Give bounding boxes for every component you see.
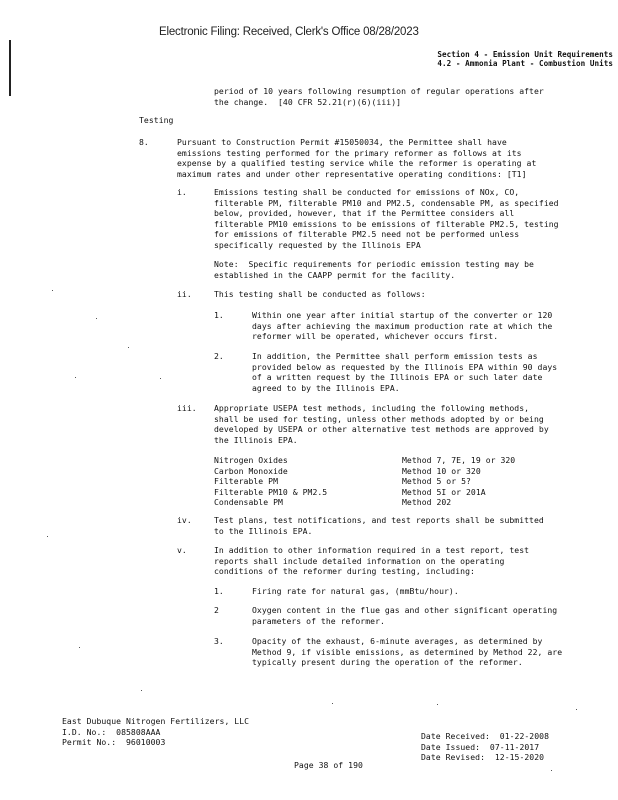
item-v-sub3-text — [252, 636, 562, 668]
item-ii-sub1-number: 1. — [214, 310, 224, 320]
footer-id: I.D. No.: 085808AAA — [62, 726, 161, 737]
section-header-line1: Section 4 - Emission Unit Requirements — [437, 50, 613, 59]
method-row — [214, 487, 574, 498]
method-name: Method 5 or 5? — [402, 476, 471, 486]
scan-speck — [75, 377, 76, 378]
item-v-sub3-number: 3. — [214, 636, 224, 646]
footer-facility — [62, 716, 249, 748]
text-line: filterable PM, filterable PM10 and PM2.5, condensable PM, as specified — [214, 197, 559, 208]
text-line: In addition to other information required in a test report, test — [214, 545, 530, 555]
text-line: the Illinois EPA. — [214, 434, 298, 445]
text-line: Within one year after initial startup of the converter or 120 — [252, 310, 553, 320]
method-pollutant: Nitrogen Oxides — [214, 455, 288, 465]
testing-heading: Testing — [139, 115, 174, 125]
item-iv-text — [214, 515, 544, 536]
method-pollutant: Filterable PM10 & PM2.5 — [214, 486, 328, 497]
text-line: In addition, the Permittee shall perform emission tests as — [252, 351, 538, 361]
text-line: filterable PM10 emissions to be emissions of filterable PM2.5, testing — [214, 218, 559, 229]
text-line: days after achieving the maximum production rate at which the — [252, 320, 553, 331]
method-row — [214, 476, 574, 487]
item-v-sub2-number: 2 — [214, 605, 219, 615]
item-ii-number: ii. — [177, 289, 192, 299]
scan-speck — [332, 703, 333, 704]
item-iii-number: iii. — [177, 403, 197, 413]
text-line: to the Illinois EPA. — [214, 525, 313, 536]
text-line: typically present during the operation of the reformer. — [252, 657, 523, 667]
item-i-text — [214, 187, 559, 250]
text-line: developed by USEPA or other alternative test methods are approved by — [214, 424, 549, 434]
text-line: Opacity of the exhaust, 6-minute averages, as determined by — [252, 636, 543, 646]
text-line: for emissions of filterable PM2.5 need not be performed unless — [214, 229, 520, 239]
left-margin-bar — [9, 40, 11, 96]
footer-company: East Dubuque Nitrogen Fertilizers, LLC — [62, 716, 250, 726]
item-i-note — [214, 259, 534, 280]
item-v-number: v. — [177, 545, 187, 555]
text-line: Oxygen content in the flue gas and other significant operating — [252, 605, 558, 615]
scan-speck — [141, 690, 142, 691]
footer-permit: Permit No.: 96010003 — [62, 737, 166, 747]
text-line: shall be used for testing, unless other methods adopted by or being — [214, 413, 544, 424]
text-line: maximum rates and under other representative operating conditions: [T1] — [177, 168, 527, 179]
text-line: Emissions testing shall be conducted for emissions of NOx, CO, — [214, 187, 520, 197]
text-line: Method 9, if visible emissions, as determined by Method 22, are — [252, 646, 563, 657]
text-line: conditions of the reformer during testing, including: — [214, 566, 475, 576]
method-row — [214, 455, 574, 466]
text-line: Test plans, test notifications, and test reports shall be submitted — [214, 515, 544, 525]
text-line: the change. [40 CFR 52.21(r)(6)(iii)] — [214, 96, 402, 107]
item-iv-number: iv. — [177, 515, 192, 525]
text-line: expense by a qualified testing service while the reformer is operating at — [177, 158, 537, 168]
test-methods-table — [214, 455, 574, 508]
item-8-number: 8. — [139, 137, 149, 147]
item-ii-sub1-text — [252, 310, 552, 342]
intro-tail — [214, 86, 544, 107]
section-header — [437, 50, 613, 68]
method-name: Method 10 or 320 — [402, 465, 481, 476]
method-row — [214, 497, 574, 508]
text-line: provided below as requested by the Illinois EPA within 90 days — [252, 361, 558, 372]
method-pollutant: Carbon Monoxide — [214, 465, 288, 476]
item-ii-sub2-text — [252, 351, 557, 393]
text-line: agreed to by the Illinois EPA. — [252, 382, 400, 393]
item-ii-text: This testing shall be conducted as follows: — [214, 289, 426, 299]
text-line: Note: Specific requirements for periodic emission testing may be — [214, 259, 534, 269]
scan-speck — [551, 770, 552, 771]
footer-date-issued: Date Issued: 07-11-2017 — [421, 741, 540, 752]
method-name: Method 202 — [402, 497, 452, 507]
text-line: reports shall include detailed information on the operating — [214, 555, 505, 566]
text-line: reformer will be operated, whichever occurs first. — [252, 331, 499, 341]
item-8-text — [177, 137, 536, 179]
text-line: Appropriate USEPA test methods, including the following methods, — [214, 403, 530, 413]
footer-date-revised: Date Revised: 12-15-2020 — [421, 752, 545, 762]
item-v-sub1-text: Firing rate for natural gas, (mmBtu/hour). — [252, 586, 459, 596]
text-line: emissions testing performed for the primary reformer as follows at its — [177, 147, 522, 158]
scan-speck — [47, 536, 48, 537]
text-line: of a written request by the Illinois EPA or such later date — [252, 372, 543, 382]
text-line: established in the CAAPP permit for the facility. — [214, 269, 456, 280]
text-line: specifically requested by the Illinois EPA — [214, 239, 421, 250]
scan-speck — [437, 704, 438, 705]
text-line: below, provided, however, that if the Permittee considers all — [214, 208, 515, 218]
filing-stamp: Electronic Filing: Received, Clerk's Office 08/28/2023 — [159, 26, 419, 38]
method-pollutant: Filterable PM — [214, 476, 278, 486]
method-pollutant: Condensable PM — [214, 497, 283, 507]
item-v-sub2-text — [252, 605, 557, 626]
text-line: Pursuant to Construction Permit #15050034, the Permittee shall have — [177, 137, 507, 147]
scan-speck — [576, 709, 577, 710]
scan-speck — [96, 318, 97, 319]
page-number: Page 38 of 190 — [294, 760, 363, 770]
item-iii-text — [214, 403, 549, 445]
item-ii-sub2-number: 2. — [214, 351, 224, 361]
text-line: parameters of the reformer. — [252, 615, 385, 626]
text-line: period of 10 years following resumption of regular operations after — [214, 86, 544, 96]
method-name: Method 7, 7E, 19 or 320 — [402, 455, 516, 465]
item-i-number: i. — [177, 187, 187, 197]
footer-date-received: Date Received: 01-22-2008 — [421, 731, 549, 741]
scan-speck — [52, 290, 53, 291]
scan-speck — [160, 378, 161, 379]
item-v-text — [214, 545, 529, 577]
scan-speck — [128, 347, 129, 348]
item-v-sub1-number: 1. — [214, 586, 224, 596]
section-header-line2: 4.2 - Ammonia Plant - Combustion Units — [437, 59, 613, 68]
method-row — [214, 466, 574, 477]
scan-speck — [79, 647, 80, 648]
method-name: Method 5I or 201A — [402, 486, 486, 497]
footer-dates — [421, 731, 549, 763]
